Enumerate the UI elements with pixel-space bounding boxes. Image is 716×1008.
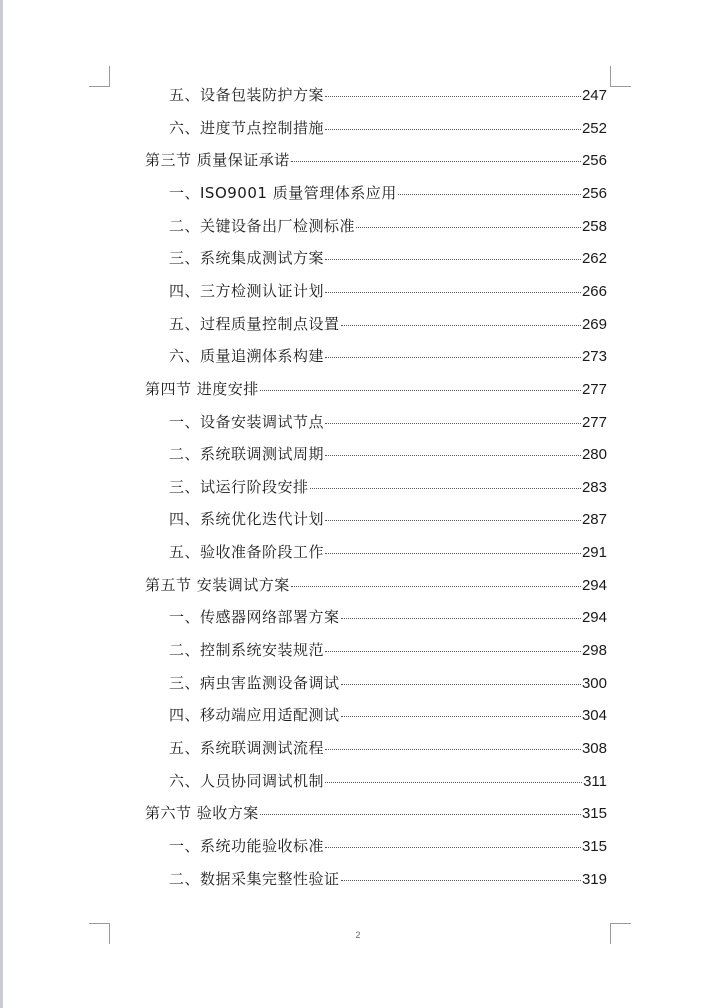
toc-leader-dots: [341, 618, 581, 619]
corner-mark-top-left: [89, 66, 110, 87]
toc-leader-dots: [291, 586, 581, 587]
toc-leader-dots: [325, 423, 581, 424]
toc-item-entry[interactable]: [169, 508, 607, 532]
toc-section-entry[interactable]: [145, 378, 607, 402]
toc-entry-page-number: 256: [581, 152, 607, 170]
toc-entry-page-number: 269: [581, 315, 607, 333]
toc-leader-dots: [260, 814, 581, 815]
toc-item-entry[interactable]: [169, 476, 607, 500]
toc-item-entry[interactable]: [169, 639, 607, 663]
toc-item-entry[interactable]: [169, 313, 607, 337]
toc-entry-page-number: 256: [581, 184, 607, 202]
toc-leader-dots: [310, 488, 581, 489]
toc-item-entry[interactable]: [169, 541, 607, 565]
toc-section-entry[interactable]: [145, 574, 607, 598]
toc-entry-page-number: 315: [581, 805, 607, 823]
toc-entry-title: 一、设备安装调试节点: [169, 412, 325, 431]
toc-entry-title: 五、验收准备阶段工作: [169, 543, 325, 562]
toc-item-entry[interactable]: [169, 672, 607, 696]
toc-item-entry[interactable]: [169, 215, 607, 239]
toc-leader-dots: [260, 390, 581, 391]
toc-leader-dots: [341, 880, 581, 881]
toc-item-entry[interactable]: [169, 835, 607, 859]
toc-leader-dots: [398, 194, 581, 195]
toc-entry-title: 二、数据采集完整性验证: [169, 869, 340, 888]
toc-entry-page-number: 287: [581, 511, 607, 529]
toc-leader-dots: [325, 651, 581, 652]
toc-entry-title: 六、质量追溯体系构建: [169, 347, 325, 366]
toc-section-entry[interactable]: [145, 802, 607, 826]
toc-leader-dots: [291, 161, 581, 162]
toc-leader-dots: [341, 716, 581, 717]
toc-entry-title: 二、关键设备出厂检测标准: [169, 216, 356, 235]
toc-entry-title: 五、过程质量控制点设置: [169, 314, 340, 333]
toc-leader-dots: [325, 129, 581, 130]
toc-leader-dots: [325, 782, 582, 783]
toc-leader-dots: [325, 96, 581, 97]
toc-entry-title: 三、试运行阶段安排: [169, 477, 309, 496]
toc-entry-page-number: 247: [581, 87, 607, 104]
toc-item-entry[interactable]: [169, 737, 607, 761]
toc-leader-dots: [325, 455, 581, 456]
corner-mark-top-right: [610, 66, 631, 87]
toc-entry-page-number: 283: [581, 478, 607, 496]
toc-entry-page-number: 294: [581, 609, 607, 627]
toc-leader-dots: [325, 847, 581, 848]
toc-item-entry[interactable]: [169, 182, 607, 206]
toc-entry-title: 一、ISO9001 质量管理体系应用: [169, 183, 397, 202]
toc-entry-page-number: 319: [581, 870, 607, 888]
toc-item-entry[interactable]: [169, 345, 607, 369]
toc-entry-title: 四、移动端应用适配测试: [169, 706, 340, 725]
toc-item-entry[interactable]: [169, 117, 607, 141]
page-edge: [0, 0, 3, 1008]
toc-entry-title: 四、系统优化迭代计划: [169, 510, 325, 529]
toc-entry-title: 四、三方检测认证计划: [169, 281, 325, 300]
toc-entry-page-number: 258: [581, 217, 607, 235]
toc-entry-title: 第四节 进度安排: [145, 379, 259, 398]
toc-entry-page-number: 308: [581, 740, 607, 757]
toc-entry-page-number: 273: [581, 348, 607, 366]
toc-item-entry[interactable]: [169, 411, 607, 435]
toc-item-entry[interactable]: [169, 704, 607, 728]
toc-entry-page-number: 304: [581, 707, 607, 725]
toc-entry-page-number: 252: [581, 119, 607, 137]
toc-leader-dots: [325, 259, 581, 260]
toc-entry-page-number: 294: [581, 576, 607, 594]
toc-leader-dots: [325, 520, 581, 521]
toc-entry-page-number: 277: [581, 380, 607, 398]
toc-entry-title: 第六节 验收方案: [145, 804, 259, 823]
toc-item-entry[interactable]: [169, 84, 607, 108]
page-number: 2: [355, 930, 361, 940]
toc-entry-title: 五、设备包装防护方案: [169, 86, 325, 104]
toc-entry-page-number: 311: [583, 772, 607, 790]
toc-item-entry[interactable]: [169, 247, 607, 271]
toc-item-entry[interactable]: [169, 770, 607, 794]
toc-item-entry[interactable]: [169, 280, 607, 304]
toc-entry-title: 第五节 安装调试方案: [145, 575, 290, 594]
toc-leader-dots: [341, 684, 581, 685]
toc-entry-title: 一、传感器网络部署方案: [169, 608, 340, 627]
toc-entry-title: 二、控制系统安装规范: [169, 641, 325, 660]
toc-entry-page-number: 291: [581, 544, 607, 562]
toc-leader-dots: [341, 325, 581, 326]
toc-item-entry[interactable]: [169, 868, 607, 892]
toc-entry-title: 六、人员协同调试机制: [169, 771, 325, 790]
toc-entry-title: 三、病虫害监测设备调试: [169, 673, 340, 692]
toc-entry-page-number: 300: [581, 674, 607, 692]
toc-leader-dots: [356, 227, 581, 228]
toc-entry-page-number: 266: [581, 282, 607, 300]
toc-entry-title: 三、系统集成测试方案: [169, 249, 325, 268]
toc-leader-dots: [325, 553, 581, 554]
toc-item-entry[interactable]: [169, 606, 607, 630]
toc-section-entry[interactable]: [145, 149, 607, 173]
toc-entry-title: 五、系统联调测试流程: [169, 739, 325, 757]
toc-entry-page-number: 280: [581, 446, 607, 464]
toc-entry-title: 二、系统联调测试周期: [169, 445, 325, 464]
toc-leader-dots: [325, 749, 581, 750]
toc-entry-page-number: 298: [581, 642, 607, 660]
toc-leader-dots: [325, 357, 581, 358]
toc-leader-dots: [325, 292, 581, 293]
toc-entry-page-number: 262: [581, 250, 607, 268]
toc-entry-title: 第三节 质量保证承诺: [145, 151, 290, 170]
toc-entry-page-number: 277: [581, 413, 607, 431]
toc-item-entry[interactable]: [169, 443, 607, 467]
toc-entry-title: 六、进度节点控制措施: [169, 118, 325, 137]
toc-entry-page-number: 315: [581, 837, 607, 855]
toc-entry-title: 一、系统功能验收标准: [169, 836, 325, 855]
